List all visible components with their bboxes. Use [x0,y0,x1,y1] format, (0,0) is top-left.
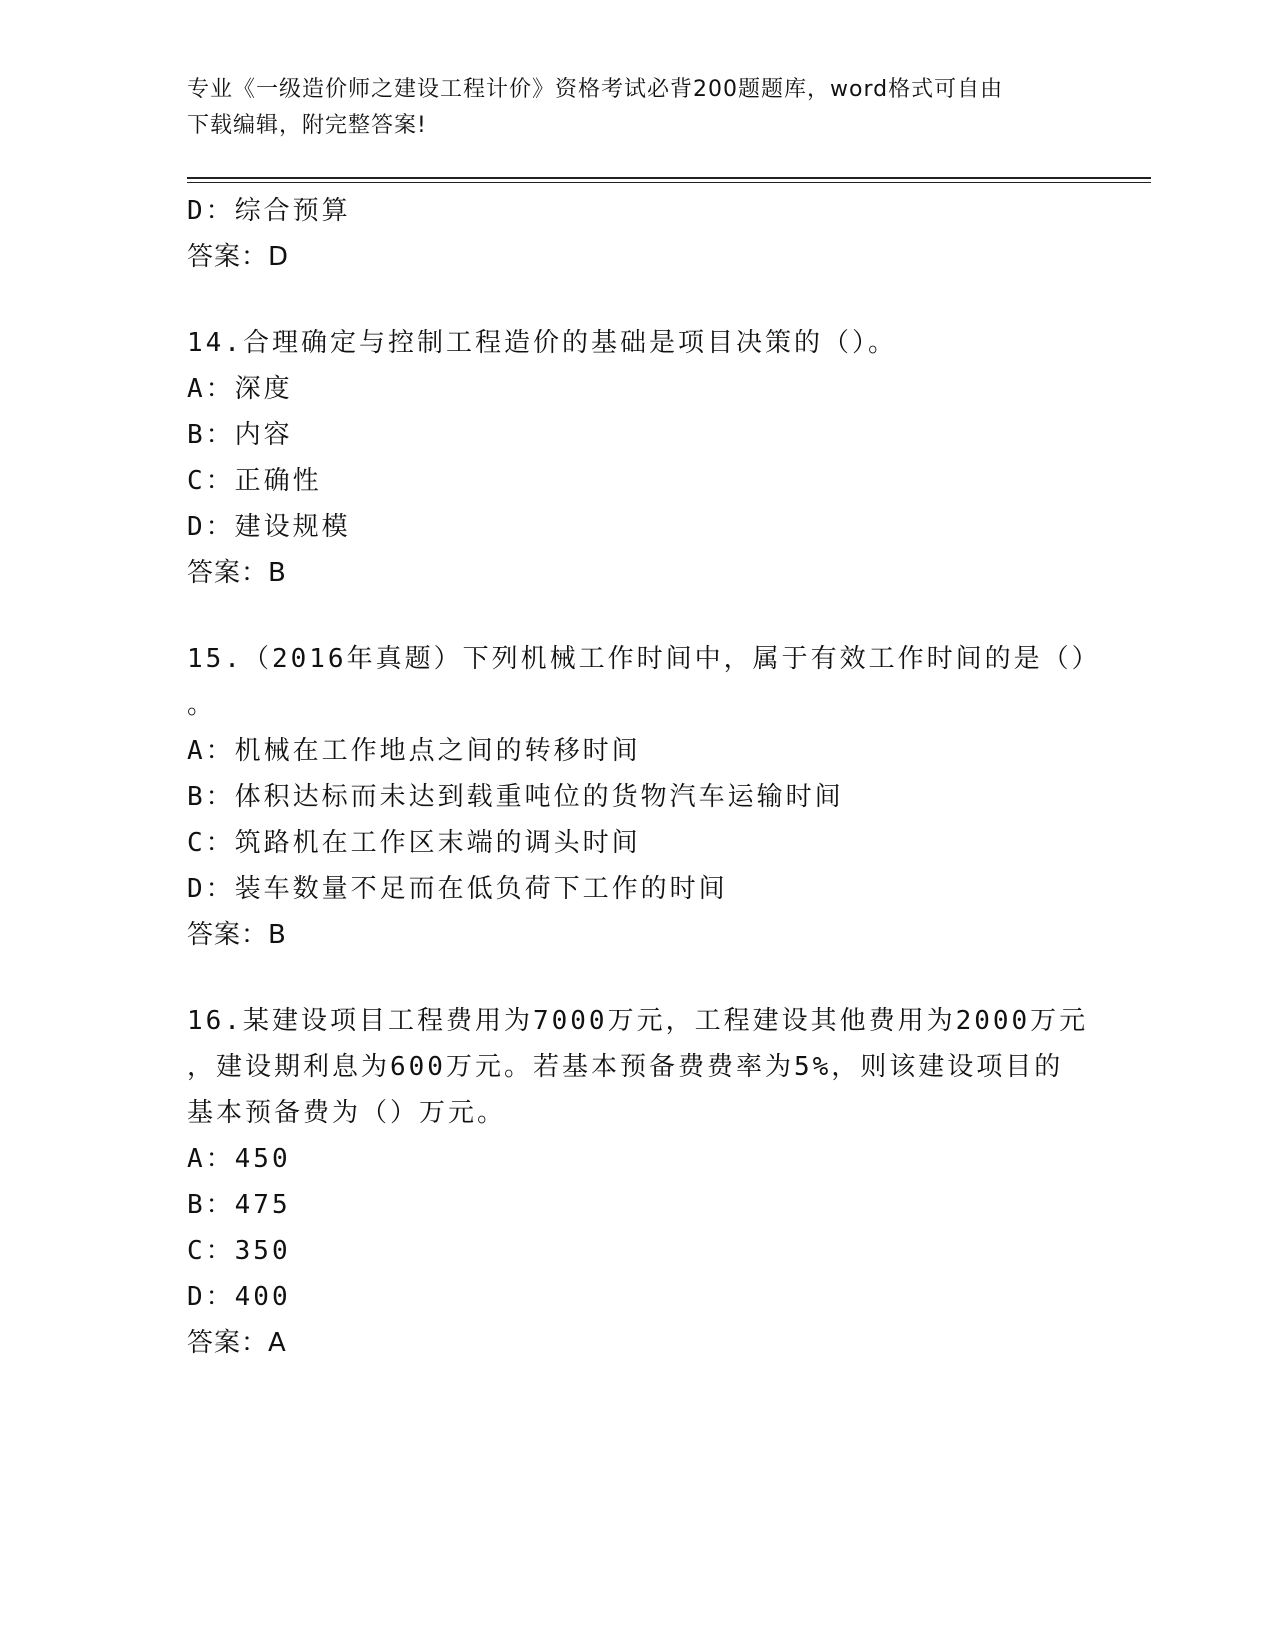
option-d: D：建设规模 [187,512,351,542]
option-b: B：内容 [187,420,293,450]
option-b: B：体积达标而未达到载重吨位的货物汽车运输时间 [187,782,844,812]
header-rule-thin [187,182,1151,183]
question-text-continued: 基本预备费为（）万元。 [187,1098,507,1128]
question-14 [187,320,1087,596]
option-c: C：350 [187,1236,291,1266]
prev-answer: 答案：D [187,242,290,272]
option-b: B：475 [187,1190,291,1220]
spacer [187,958,1087,998]
question-text: 15.（2016年真题）下列机械工作时间中，属于有效工作时间的是（） [187,644,1101,674]
header-line-2: 下载编辑，附完整答案! [187,113,427,138]
document-body [187,188,1101,1366]
document-header [187,72,1087,144]
answer: 答案：B [187,558,287,588]
option-d: D：装车数量不足而在低负荷下工作的时间 [187,874,728,904]
question-text-continued: ，建设期利息为600万元。若基本预备费费率为5%，则该建设项目的 [187,1052,1064,1082]
spacer [187,280,1087,320]
question-text: 14.合理确定与控制工程造价的基础是项目决策的（）。 [187,328,897,358]
option-c: C：正确性 [187,466,322,496]
header-line-1: 专业《一级造价师之建设工程计价》资格考试必背200题题库，word格式可自由 [187,77,1004,102]
option-a: A：机械在工作地点之间的转移时间 [187,736,641,766]
question-15 [187,636,1101,958]
header-rule-thick [187,177,1151,179]
answer: 答案：B [187,920,287,950]
answer: 答案：A [187,1328,287,1358]
option-a: A：深度 [187,374,293,404]
option-c: C：筑路机在工作区末端的调头时间 [187,828,641,858]
option-d: D：400 [187,1282,291,1312]
spacer [187,596,1087,636]
question-text-continued: 。 [187,690,217,720]
option-a: A：450 [187,1144,291,1174]
prev-option-d: D：综合预算 [187,196,351,226]
question-16 [187,998,1087,1366]
question-text: 16.某建设项目工程费用为7000万元，工程建设其他费用为2000万元 [187,1006,1089,1036]
